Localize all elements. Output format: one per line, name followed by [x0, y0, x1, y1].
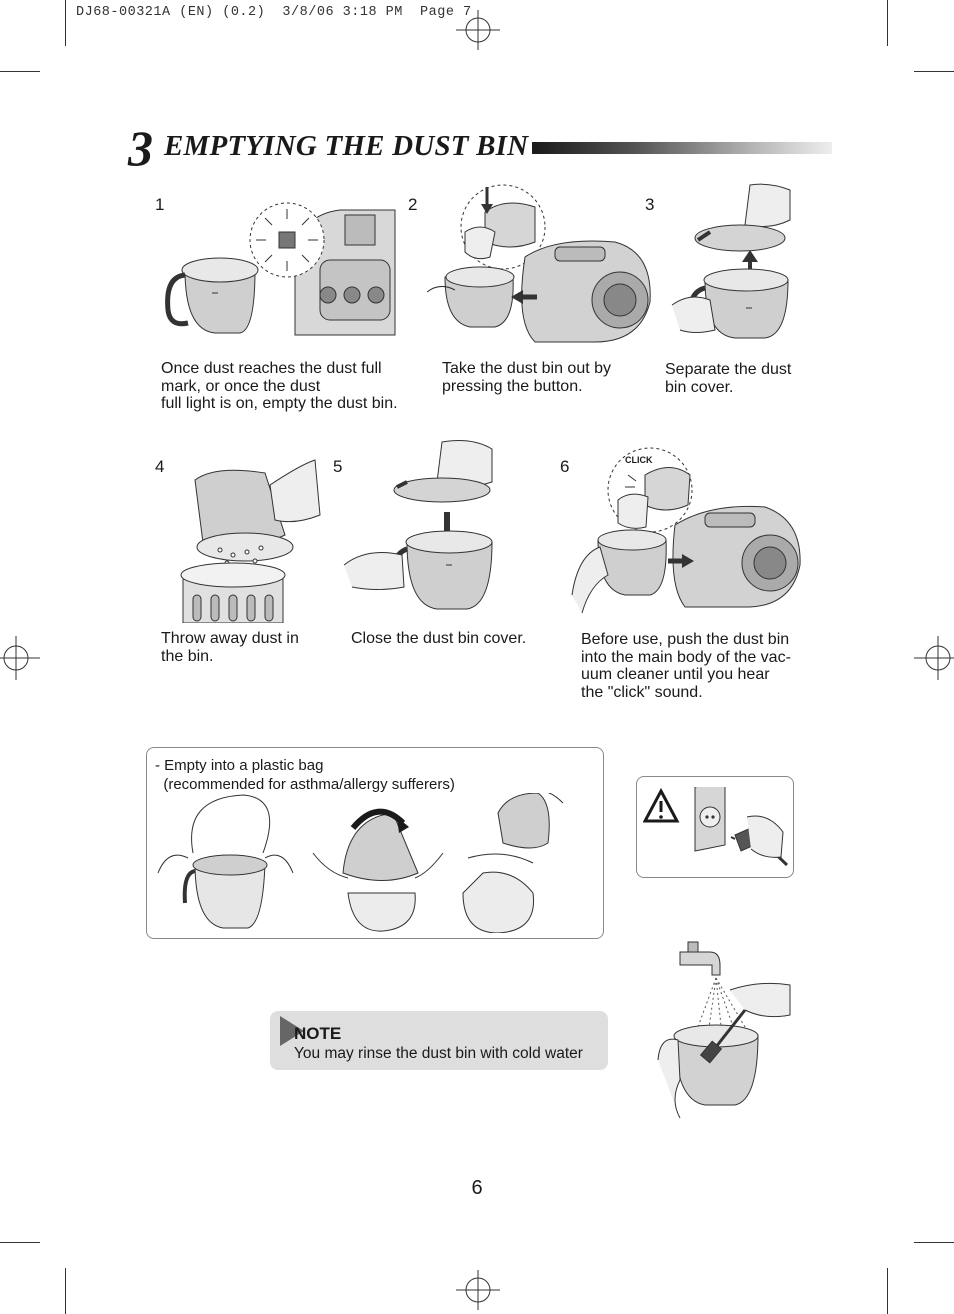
step-5-illustration: [342, 437, 502, 612]
hand-icon: [270, 460, 320, 522]
rinse-illustration: [650, 940, 795, 1120]
plastic-bag-tip: - Empty into a plastic bag (recommended for asthma/allergy sufferers): [155, 757, 455, 793]
step-1-illustration: [160, 195, 400, 340]
crop-mark: [887, 0, 888, 46]
step-6-illustration: [570, 445, 805, 615]
title-gradient-bar: [532, 142, 832, 154]
hand-icon: [658, 1039, 680, 1118]
section-number: 3: [128, 120, 153, 176]
click-label: CLICK: [625, 455, 653, 465]
crop-mark: [0, 71, 40, 72]
note-text: You may rinse the dust bin with cold water: [294, 1045, 583, 1062]
unplug-warning-illustration: [643, 787, 788, 869]
registration-mark: [456, 10, 500, 50]
registration-mark: [914, 636, 954, 680]
hand-icon: [572, 547, 608, 613]
step-caption: Separate the dust bin cover.: [665, 361, 792, 396]
step-number: 6: [560, 457, 570, 476]
note-label: NOTE: [294, 1024, 342, 1043]
crop-mark: [914, 1242, 954, 1243]
step-caption: Take the dust bin out by pressing the button.: [442, 360, 611, 395]
section-title: EMPTYING THE DUST BIN: [164, 130, 529, 162]
step-number: 5: [333, 457, 343, 476]
hand-icon: [344, 553, 404, 590]
unplug-warning-box: [636, 776, 794, 878]
step-number: 1: [155, 195, 165, 214]
step-number: 3: [645, 195, 655, 214]
note-box: [270, 1011, 608, 1070]
hand-icon: [730, 983, 790, 1016]
hand-icon: [618, 494, 648, 528]
power-outlet-icon: [695, 787, 725, 851]
hand-icon: [745, 184, 790, 226]
hand-icon: [465, 227, 495, 259]
plastic-bag-illustration: [153, 793, 593, 933]
registration-mark: [456, 1270, 500, 1310]
crop-mark: [887, 1268, 888, 1314]
page-number: 6: [471, 1177, 483, 1199]
step-number: 2: [408, 195, 418, 214]
water-tap-icon: [680, 942, 720, 975]
warning-triangle-icon: [645, 791, 677, 821]
crop-mark: [65, 1268, 66, 1314]
dust-full-light-icon: [279, 232, 295, 248]
step-2-illustration: [425, 182, 655, 352]
indicator-light-icon: [320, 287, 336, 303]
crop-mark: [65, 0, 66, 46]
crop-mark: [914, 71, 954, 72]
step-caption: Before use, push the dust bin into the main body of the vac- uum cleaner until you hear the "click" sound.: [581, 631, 791, 701]
step-caption: Throw away dust in the bin.: [161, 630, 299, 665]
crop-mark: [0, 1242, 40, 1243]
step-caption: Close the dust bin cover.: [351, 630, 527, 647]
indicator-light-icon: [344, 287, 360, 303]
step-caption: Once dust reaches the dust full mark, or once the dust full light is on, empty the dust bin.: [161, 360, 398, 412]
registration-mark: [0, 636, 40, 680]
hand-icon: [672, 297, 715, 333]
plastic-bag-tip-box: [146, 747, 604, 939]
print-slug: DJ68-00321A (EN) (0.2) 3/8/06 3:18 PM Page 7: [76, 5, 472, 20]
step-3-illustration: [670, 180, 810, 345]
step-number: 4: [155, 457, 165, 476]
hand-icon: [747, 816, 783, 857]
indicator-light-icon: [368, 287, 384, 303]
step-4-illustration: [175, 455, 325, 623]
